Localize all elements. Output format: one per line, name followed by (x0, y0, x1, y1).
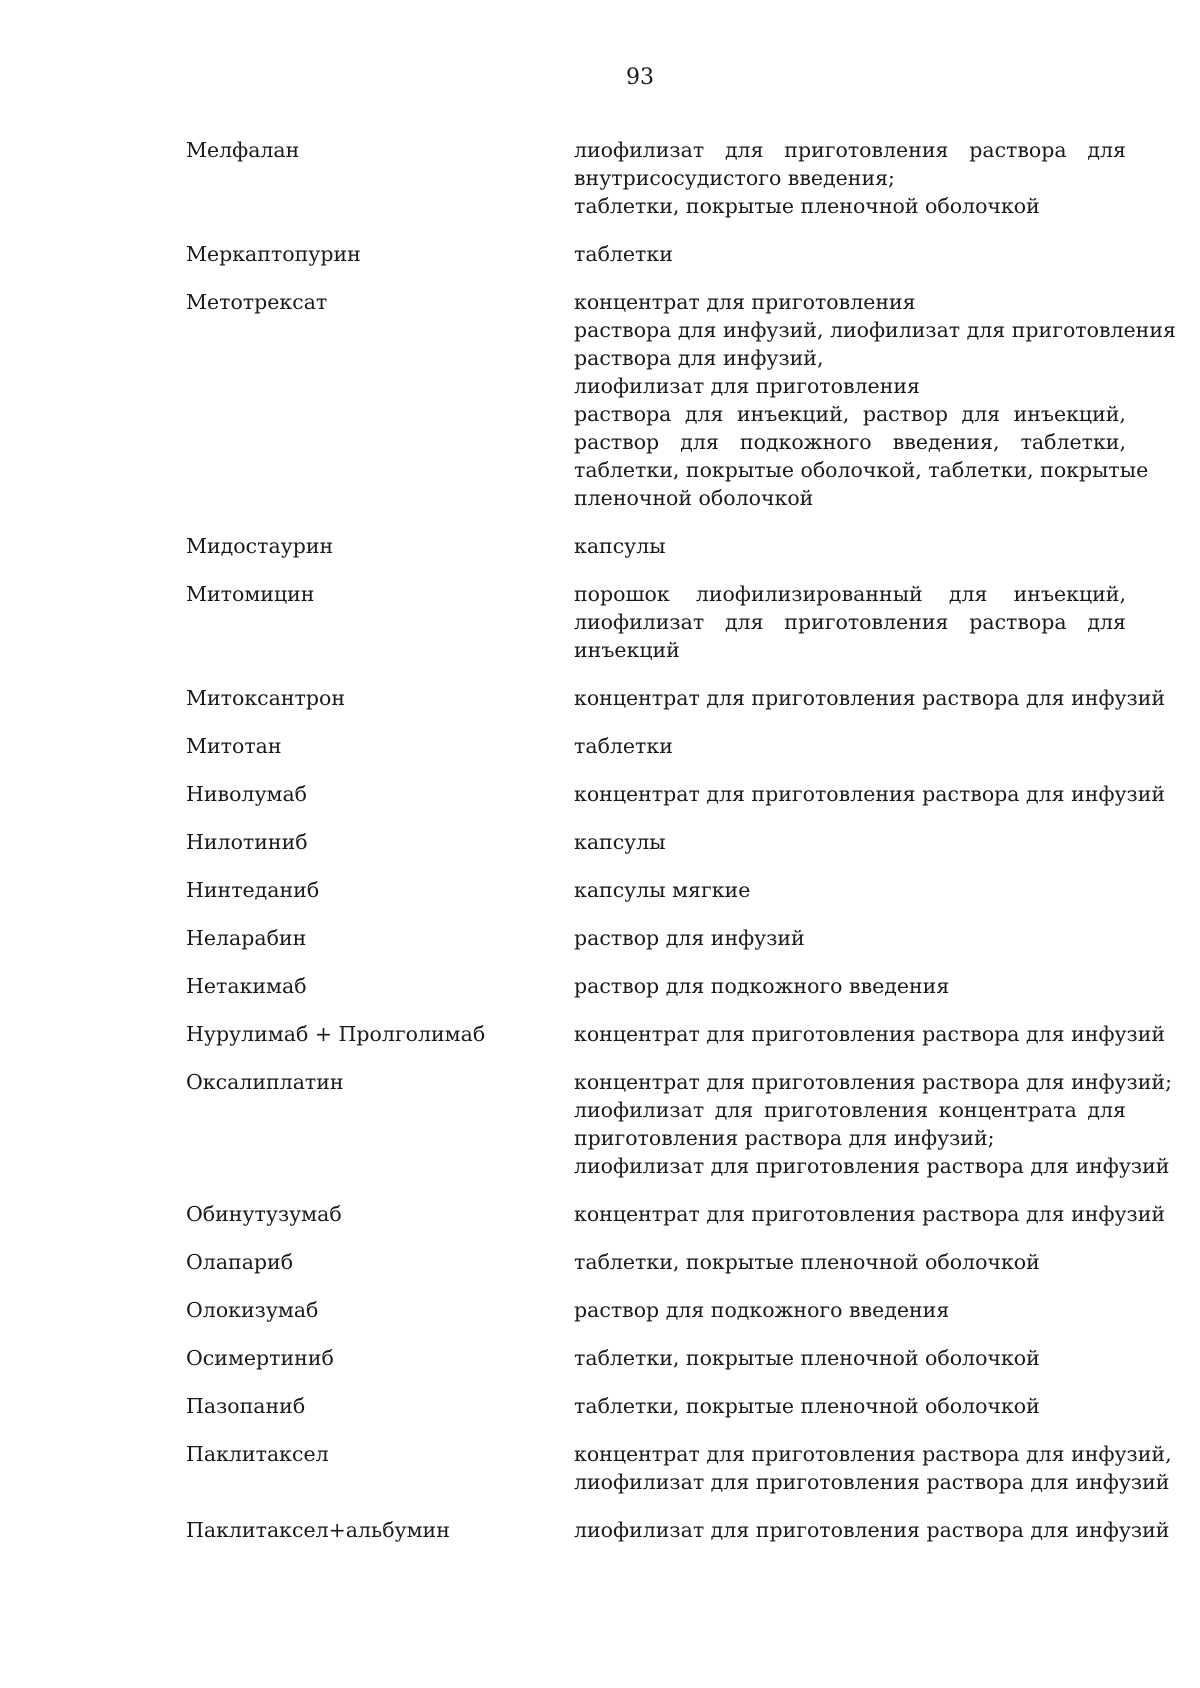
dosage-form (574, 732, 1126, 760)
dosage-form (574, 1516, 1170, 1544)
dosage-form-line: капсулы (574, 534, 666, 558)
table-row (186, 1344, 1126, 1372)
dosage-form-line: пленочной оболочкой (574, 486, 814, 510)
dosage-form-line: лиофилизат для приготовления раствора для инфузий (574, 1518, 1170, 1542)
drug-name: Пазопаниб (186, 1394, 306, 1418)
dosage-form (574, 136, 1126, 220)
dosage-form (574, 684, 1166, 712)
dosage-form-line: приготовления раствора для инфузий; (574, 1126, 995, 1150)
dosage-form-line: раствор для подкожного введения (574, 974, 950, 998)
table-row (186, 1200, 1166, 1228)
dosage-form-line: таблетки, покрытые пленочной оболочкой (574, 1250, 1040, 1274)
dosage-form (574, 580, 1126, 664)
dosage-form-line: инъекций (574, 638, 680, 662)
dosage-form-line: таблетки, покрытые пленочной оболочкой (574, 194, 1040, 218)
drug-name: Осимертиниб (186, 1346, 334, 1370)
dosage-form-line: концентрат для приготовления (574, 290, 916, 314)
drug-name: Митотан (186, 734, 282, 758)
dosage-form (574, 780, 1166, 808)
dosage-form (574, 532, 1126, 560)
table-row (186, 1248, 1126, 1276)
table-row (186, 580, 1126, 664)
drug-name: Нурулимаб + Пролголимаб (186, 1022, 486, 1046)
dosage-form-line: концентрат для приготовления раствора для инфузий; (574, 1070, 1172, 1094)
table-row (186, 924, 1126, 952)
drug-name: Нинтеданиб (186, 878, 320, 902)
table-row (186, 1516, 1170, 1544)
dosage-form-line: концентрат для приготовления раствора для инфузий (574, 1202, 1166, 1226)
table-row (186, 1068, 1172, 1180)
drug-name: Митомицин (186, 582, 315, 606)
drug-name: Обинутузумаб (186, 1202, 342, 1226)
drug-name: Мидостаурин (186, 534, 334, 558)
dosage-form-line: концентрат для приготовления раствора для инфузий (574, 1022, 1166, 1046)
dosage-form (574, 240, 1126, 268)
dosage-form-line: порошок лиофилизированный для инъекций, (574, 582, 1126, 606)
dosage-form-line: таблетки, покрытые пленочной оболочкой (574, 1394, 1040, 1418)
table-row (186, 1020, 1166, 1048)
drug-name: Мелфалан (186, 138, 300, 162)
dosage-form-line: лиофилизат для приготовления раствора для инфузий (574, 1470, 1170, 1494)
drug-name: Нетакимаб (186, 974, 307, 998)
dosage-form-line: лиофилизат для приготовления раствора для (574, 610, 1126, 634)
dosage-form (574, 1200, 1166, 1228)
drug-name: Оксалиплатин (186, 1070, 344, 1094)
drug-name: Митоксантрон (186, 686, 345, 710)
dosage-form (574, 1296, 1126, 1324)
drug-name: Метотрексат (186, 290, 328, 314)
dosage-form-line: раствор для подкожного введения, таблетки, (574, 430, 1126, 454)
dosage-form-line: лиофилизат для приготовления раствора для инфузий (574, 1154, 1170, 1178)
drug-name: Неларабин (186, 926, 307, 950)
dosage-form (574, 924, 1126, 952)
drug-table (186, 136, 1176, 1564)
table-row (186, 1440, 1172, 1496)
dosage-form-line: капсулы (574, 830, 666, 854)
table-row (186, 780, 1166, 808)
table-row (186, 1296, 1126, 1324)
table-row (186, 684, 1166, 712)
dosage-form (574, 1392, 1126, 1420)
table-row (186, 876, 1126, 904)
table-row (186, 828, 1126, 856)
dosage-form-line: раствора для инфузий, (574, 346, 824, 370)
drug-name: Меркаптопурин (186, 242, 361, 266)
dosage-form (574, 876, 1126, 904)
dosage-form-line: таблетки (574, 242, 673, 266)
drug-name: Олокизумаб (186, 1298, 319, 1322)
dosage-form-line: внутрисосудистого введения; (574, 166, 895, 190)
table-row (186, 136, 1126, 220)
dosage-form (574, 972, 1126, 1000)
drug-name: Олапариб (186, 1250, 294, 1274)
table-row (186, 532, 1126, 560)
table-row (186, 240, 1126, 268)
dosage-form-line: лиофилизат для приготовления концентрата для (574, 1098, 1126, 1122)
dosage-form-line: таблетки (574, 734, 673, 758)
drug-name: Ниволумаб (186, 782, 308, 806)
dosage-form (574, 1248, 1126, 1276)
dosage-form (574, 1440, 1172, 1496)
drug-name: Паклитаксел (186, 1442, 329, 1466)
table-row (186, 732, 1126, 760)
drug-name: Паклитаксел+альбумин (186, 1518, 450, 1542)
dosage-form (574, 288, 1176, 512)
drug-name: Нилотиниб (186, 830, 308, 854)
dosage-form-line: раствор для инфузий (574, 926, 805, 950)
dosage-form-line: раствор для подкожного введения (574, 1298, 950, 1322)
dosage-form-line: лиофилизат для приготовления (574, 374, 920, 398)
dosage-form-line: концентрат для приготовления раствора для инфузий, (574, 1442, 1172, 1466)
dosage-form-line: таблетки, покрытые оболочкой, таблетки, покрытые (574, 458, 1149, 482)
dosage-form-line: раствора для инъекций, раствор для инъекций, (574, 402, 1126, 426)
dosage-form-line: таблетки, покрытые пленочной оболочкой (574, 1346, 1040, 1370)
dosage-form (574, 828, 1126, 856)
dosage-form (574, 1020, 1166, 1048)
table-row (186, 1392, 1126, 1420)
page-number: 93 (626, 65, 654, 90)
dosage-form-line: капсулы мягкие (574, 878, 751, 902)
dosage-form-line: раствора для инфузий, лиофилизат для приготовления (574, 318, 1176, 342)
dosage-form-line: концентрат для приготовления раствора для инфузий (574, 686, 1166, 710)
table-row (186, 288, 1176, 512)
dosage-form-line: лиофилизат для приготовления раствора для (574, 138, 1126, 162)
dosage-form (574, 1068, 1172, 1180)
table-row (186, 972, 1126, 1000)
dosage-form (574, 1344, 1126, 1372)
dosage-form-line: концентрат для приготовления раствора для инфузий (574, 782, 1166, 806)
